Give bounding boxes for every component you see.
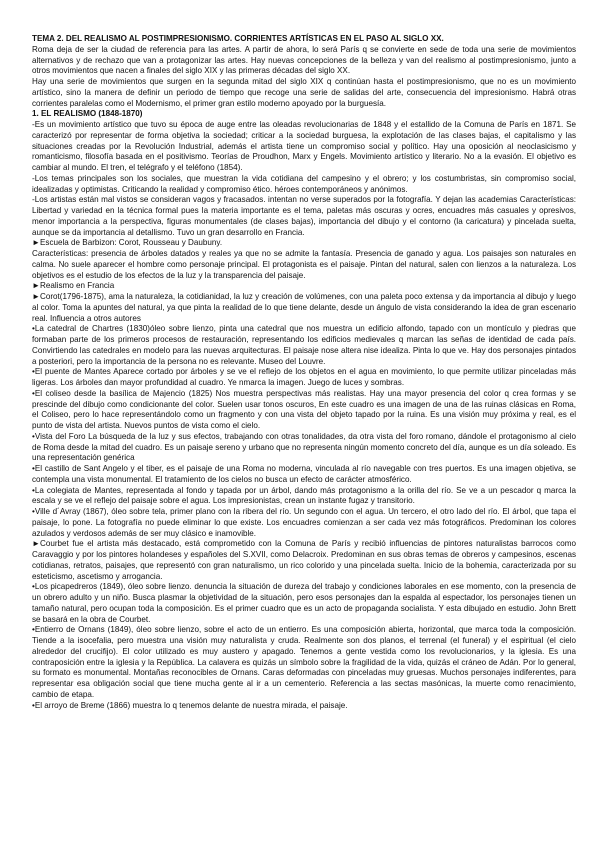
realismo-paragraph-3: -Los artistas están mal vistos se consideran vagos y fracasados. intentan no verse superados por la fotografía. Y dejan las academias Características: Libertad y variedad en la técnica formal pues la materia importante es el tema, paletas más oscuras y ocres, encuadres más casuales y opresivos, menor importancia a la perspectiva, figuras monumentales (de clases bajas), importancia del dibujo y el contorno (la caricatura) y pincelada suelta, aunque se da importancia al detallismo. Tuvo un gran desarrollo en Francia. xyxy=(32,195,576,237)
realismo-francia-heading: ►Realismo en Francia xyxy=(32,281,115,291)
corot-work-vista-foro: •Vista del Foro La búsqueda de la luz y sus efectos, trabajando con otras tonalidades, da otra vista del foro romano, dándole el protagonismo al cielo de Roma desde la mitad del cuadro. Es un paisaje sereno y urbano que no representa ningún momento concreto del día, aunque es un día soleado. Es una representación genérica xyxy=(32,431,576,463)
courbet-work-picapedreros: •Los picapedreros (1849), óleo sobre lienzo. denuncia la situación de dureza del trabajo y condiciones laborales en ese momento, con la presencia de un obrero adulto y un niño. Busca plasmar la objetividad de la situación, pero esos personajes dan la espalda al espectador, los personajes tienen un tamaño natural, pero ocupan toda la composición. Es el primer cuadro que es un acto de propaganda socialista. Y esta dibujado en estudio. John Brett se basará en la obra de Courbet. xyxy=(32,582,576,624)
courbet-work-entierro-ornans: •Entierro de Ornans (1849), óleo sobre lienzo, sobre el acto de un entierro. Es una composición abierta, horizontal, que marca toda la composición. Tiende a la isocefalia, pero muestra una visión muy naturalista y cruda. Realmente son dos planos, el terrenal (el funeral) y el espiritual (el cielo alrededor del crucifijo). El color utilizado es muy austero y apagado. Tenemos a gente vestida como los revolucionarios, y la iglesia. Es una contraposición entre la iglesia y la República. La calavera es quizás un símbolo sobre la fragilidad de la vida, quizás el cráneo de Adán. Por lo general, su formato es monumental. Montañas reconocibles de Ornans. Caras deformadas con pinceladas muy gruesas. Muchos personajes indiferentes, para representar esa obligación social que tiene mucha gente al ir a un cementerio. Referencia a las sectas masónicas, la muerte como renacimiento, cambio de etapa. xyxy=(32,625,576,699)
corot-work-chartres: •La catedral de Chartres (1830)óleo sobre lienzo, pinta una catedral que nos muestra un edificio alfondo, tapado con un montículo y piedras que formaban parte de los primeros procesos de restauración, representando los edificios medievales q marcan las señas de identidad de cada país. Convirtiendo las catedrales en modelo para las nuevas arquitecturas. El paisaje nose altera nise idealiza. Pinta lo que ve. Hay dos personajes pintados a posteriori, pero la importancia de la persona no es relevante. Museo del Louvre. xyxy=(32,324,576,366)
intro-paragraph-2: Hay una serie de movimientos que surgen en la segunda mitad del siglo XIX q continúan hasta el postimpresionismo, que no es un movimiento artístico, sino la manera de definir un periodo de tiempo que recoge una serie de salidas del arte, consecuencia del impresionismo. Habrá otras corrientes paralelas como el Modernismo, el primer gran estilo moderno apoyado por la burguesía. xyxy=(32,77,576,108)
corot-intro-paragraph: ►Corot(1796-1875), ama la naturaleza, la cotidianidad, la luz y creación de volúmenes, con una paleta poco extensa y da importancia al dibujo y luego al color. Toma la apuntes del natural, ya que pinta la realidad de lo que tiene delante, desde un ángulo de vista considerando la idea de gran escenario real. Influencia a otros autores xyxy=(32,292,576,323)
corot-work-puente-mantes: •El puente de Mantes Aparece cortado por árboles y se ve el reflejo de los objetos en el agua en movimiento, lo que permite utilizar pinceladas más ligeras. Los árboles dan mayor profundidad al cuadro. Ye nmarca la imagen. Juego de luces y sombras. xyxy=(32,367,576,387)
corot-work-coliseo: •El coliseo desde la basílica de Majencio (1825) Nos muestra perspectivas más realistas. Hay una mayor presencia del color q crea formas y se prescinde del dibujo como condicionante del color. Suelen usar tonos oscuros, En este cuadro es una imagen de una de las ruinas clásicas en Roma, el Coliseo, pero lo hace representándolo como un fragmento y con una vista del objeto tapado por la ruina. Es una visión muy próxima y real, es el punto de vista del artista. Nuevos puntos de vista como el cielo. xyxy=(32,388,576,430)
barbizon-heading: ►Escuela de Barbizon: Corot, Rousseau y Daubuny. xyxy=(32,238,223,248)
realismo-paragraph-1: -Es un movimiento artístico que tuvo su época de auge entre las oleadas revolucionarias de 1848 y el estallido de la Comuna de París en 1871. Se caracterizó por representar de forma objetiva la sociedad; criticar a la sociedad burguesa, la explotación de las clases bajas, el capitalismo y las situaciones creadas por la Revolución Industrial, además el artista tiene un compromiso social y político. Hay una oposición al neoclasicismo y romanticismo, filosofía basada en el positivismo. Teorías de Proudhon, Marx y Engels. Movimiento artístico y literario. No a la evasión. El objetivo es cambiar al mundo. El tren, el telégrafo y el teléfono (1854). xyxy=(32,120,576,172)
corot-work-ville-davray: •Ville d´Avray (1867), óleo sobre tela, primer plano con la ribera del río. Un segundo con el agua. Un tercero, el otro lado del río. El árbol, que tapa el paisaje, lo pone. La fotografía no puede eliminar lo que existe. Los encuadres comienzan a ser cada vez más fotográficos. Predominan los colores azulados y verdosos además de ser muy clásico e inamovible. xyxy=(32,507,576,538)
corot-work-castillo-sant-angelo: •El castillo de Sant Angelo y el tiber, es el paisaje de una Roma no moderna, vinculada al río navegable con tres puertos. Es una imagen objetiva, se contempla una vista monumental. El tratamiento de los cielos no busca un efecto de carácter atmosférico. xyxy=(32,464,576,484)
courbet-intro-paragraph: ►Courbet fue el artista más destacado, está comprometido con la Comuna de París y recibió influencias de pintores naturalistas barrocos como Caravaggio y por los pintores holandeses y españoles del S.XVII, como Delacroix. Predominan en sus obras temas de obreros y campesinos, escenas cotidianas, retratos, paisajes, que representó con gran naturalismo, un rico colorido y una pincelada suelta. Inicio de la bohemia, caracterizada por su esteticismo, ascetismo y arrogancia. xyxy=(32,539,576,581)
barbizon-paragraph: Características: presencia de árboles datados y reales ya que no se admite la fantasía. Presencia de ganado y agua. Los paisajes son naturales en calma. No suele aparecer el hombre como personaje principal. El protagonista es el paisaje. Pintan del natural, salen con lienzos a la naturaleza. Los objetivos es el estudio de los efectos de la luz y la transparencia del paisaje. xyxy=(32,249,576,280)
realismo-paragraph-2: -Los temas principales son los sociales, que muestran la vida cotidiana del campesino y el obrero; y los costumbristas, sin compromiso social, idealizadas y optimistas. Criticando la realidad y compromiso ético. héroes contemporáneos y anónimos. xyxy=(32,173,576,194)
courbet-work-arroyo-breme: •El arroyo de Breme (1866) muestra lo q tenemos delante de nuestra mirada, el paisaje. xyxy=(32,700,348,710)
corot-work-colegiata-mantes: •La colegiata de Mantes, representada al fondo y tapada por un árbol, dando más protagonismo a la orilla del río. Se ve a un pescador q marca la escala y se ve el reflejo del paisaje sobre el agua. Los impresionistas, crean un instante fugaz y transitorio. xyxy=(32,485,576,506)
intro-paragraph-1: Roma deja de ser la ciudad de referencia para las artes. A partir de ahora, lo será París q se convierte en sede de toda una serie de movimientos alternativos y de rechazo que van a protagonizar las artes. Hay nuevas concepciones de la belleza y van del realismo al postimpresionismo, junto a otros movimientos que nacen a finales del siglo XIX y las primeras décadas del siglo XX. xyxy=(32,44,576,76)
document-title: TEMA 2. DEL REALISMO AL POSTIMPRESIONISMO. CORRIENTES ARTÍSTICAS EN EL PASO AL SIGLO XX. xyxy=(32,34,444,43)
section-heading-realismo: 1. EL REALISMO (1848-1870) xyxy=(32,109,143,119)
